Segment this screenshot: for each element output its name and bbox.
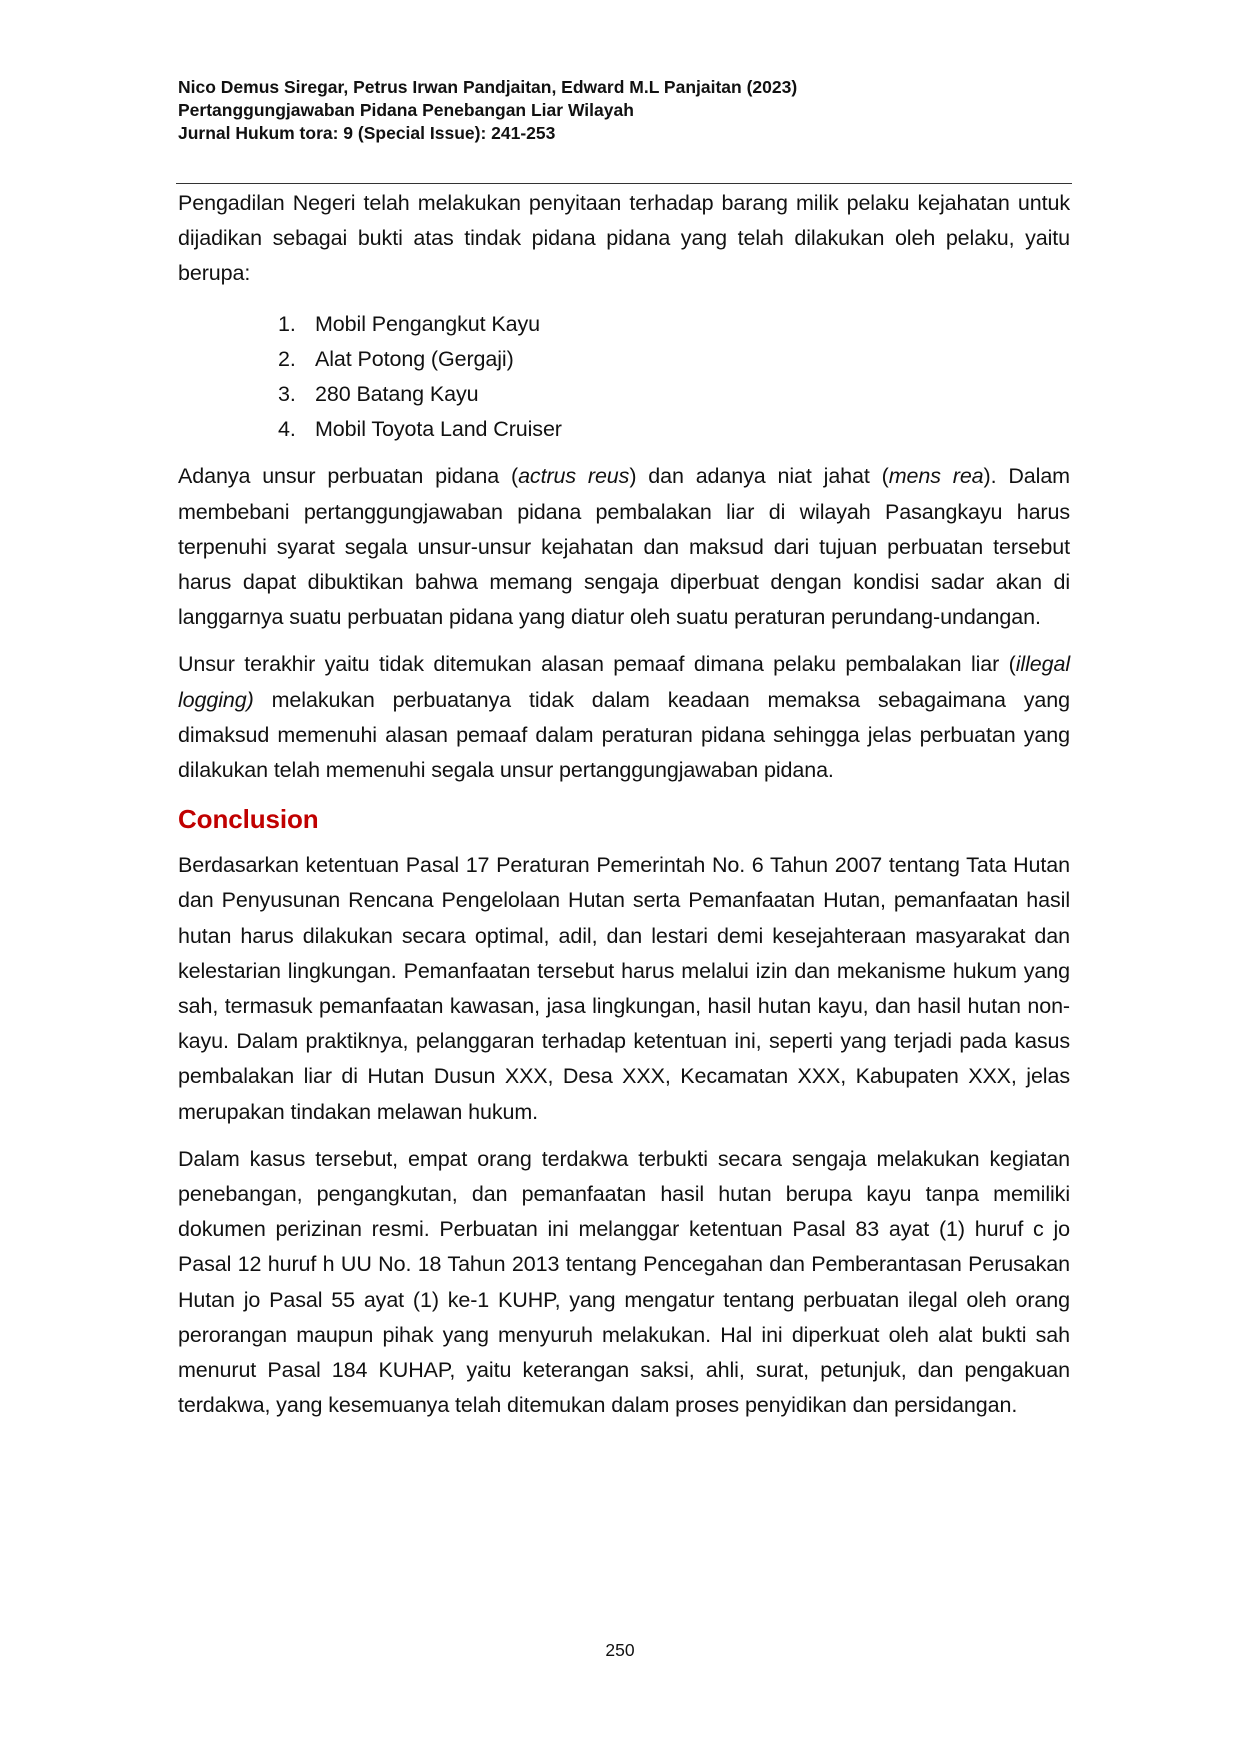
- text-run: Unsur terakhir yaitu tidak ditemukan alasan pemaaf dimana pelaku pembalakan liar (: [178, 652, 1016, 677]
- italic-term: actrus reus: [518, 464, 630, 489]
- list-item-number: 4.: [278, 417, 296, 442]
- header-divider: [176, 183, 1072, 184]
- list-item-text: Mobil Pengangkut Kayu: [315, 311, 540, 336]
- text-run: ). Dalam membebani pertanggungjawaban pidana pembalakan liar di wilayah Pasangkayu harus terpenuhi syarat segala unsur-unsur kejahatan dan maksud dari tujuan perbuatan tersebut harus dapat dibuktikan bahwa memang sengaja diperbuat dengan kondisi sadar akan di langgarnya suatu perbuatan pidana yang diatur oleh suatu peraturan perundang-undangan.: [178, 464, 1070, 630]
- page-body: [178, 186, 1070, 1424]
- list-item-text: Mobil Toyota Land Cruiser: [315, 417, 562, 442]
- header-article-title: Pertanggungjawaban Pidana Penebangan Liar Wilayah: [178, 100, 634, 120]
- paragraph-conclusion-1: Berdasarkan ketentuan Pasal 17 Peraturan Pemerintah No. 6 Tahun 2007 tentang Tata Hutan dan Penyusunan Rencana Pengelolaan Hutan serta Pemanfaatan Hutan, pemanfaatan hasil hutan harus dilakukan secara optimal, adil, dan lestari demi kesejahteraan masyarakat dan kelestarian lingkungan. Pemanfaatan tersebut harus melalui izin dan mekanisme hukum yang sah, termasuk pemanfaatan kawasan, jasa lingkungan, hasil hutan kayu, dan hasil hutan non-kayu. Dalam praktiknya, pelanggaran terhadap ketentuan ini, seperti yang terjadi pada kasus pembalakan liar di Hutan Dusun XXX, Desa XXX, Kecamatan XXX, Kabupaten XXX, jelas merupakan tindakan melawan hukum.: [178, 853, 1070, 1124]
- paragraph-seizure: Pengadilan Negeri telah melakukan penyitaan terhadap barang milik pelaku kejahatan untuk dijadikan sebagai bukti atas tindak pidana pidana yang telah dilakukan oleh pelaku, yaitu berupa:: [178, 191, 1070, 286]
- paragraph-excuse-grounds: [178, 647, 1070, 788]
- running-header: [178, 76, 1078, 145]
- list-item: [278, 307, 1070, 342]
- header-journal-citation: Jurnal Hukum tora: 9 (Special Issue): 241-253: [178, 123, 556, 143]
- page-number: 250: [605, 1640, 635, 1660]
- paragraph-conclusion-2: Dalam kasus tersebut, empat orang terdakwa terbukti secara sengaja melakukan kegiatan penebangan, pengangkutan, dan pemanfaatan hasil hutan berupa kayu tanpa memiliki dokumen perizinan resmi. Perbuatan ini melanggar ketentuan Pasal 83 ayat (1) huruf c jo Pasal 12 huruf h UU No. 18 Tahun 2013 tentang Pencegahan dan Pemberantasan Perusakan Hutan jo Pasal 55 ayat (1) ke-1 KUHP, yang mengatur tentang perbuatan ilegal oleh orang perorangan maupun pihak yang menyuruh melakukan. Hal ini diperkuat oleh alat bukti sah menurut Pasal 184 KUHAP, yaitu keterangan saksi, ahli, surat, petunjuk, dan pengakuan terdakwa, yang kesemuanya telah ditemukan dalam proses penyidikan dan persidangan.: [178, 1146, 1070, 1418]
- text-run: melakukan perbuatanya tidak dalam keadaan memaksa sebagaimana yang dimaksud memenuhi alasan pemaaf dalam peraturan pidana sehingga jelas perbuatan yang dilakukan telah memenuhi segala unsur pertanggungjawaban pidana.: [178, 687, 1070, 783]
- list-item-number: 1.: [278, 311, 296, 336]
- italic-term: mens rea: [888, 464, 984, 489]
- text-run: ) dan adanya niat jahat (: [629, 464, 889, 489]
- list-item: [278, 342, 1070, 377]
- header-authors: Nico Demus Siregar, Petrus Irwan Pandjaitan, Edward M.L Panjaitan (2023): [178, 77, 798, 97]
- list-item-number: 2.: [278, 346, 296, 371]
- evidence-list: [178, 307, 1070, 448]
- list-item-text: Alat Potong (Gergaji): [315, 346, 514, 371]
- section-heading-conclusion: Conclusion: [178, 804, 319, 835]
- list-item: [278, 377, 1070, 412]
- paragraph-criminal-elements: [178, 459, 1070, 635]
- text-run: Adanya unsur perbuatan pidana (: [178, 464, 519, 489]
- list-item: [278, 412, 1070, 447]
- list-item-number: 3.: [278, 382, 296, 407]
- italic-term: illegal logging): [178, 652, 1070, 712]
- list-item-text: 280 Batang Kayu: [315, 382, 479, 407]
